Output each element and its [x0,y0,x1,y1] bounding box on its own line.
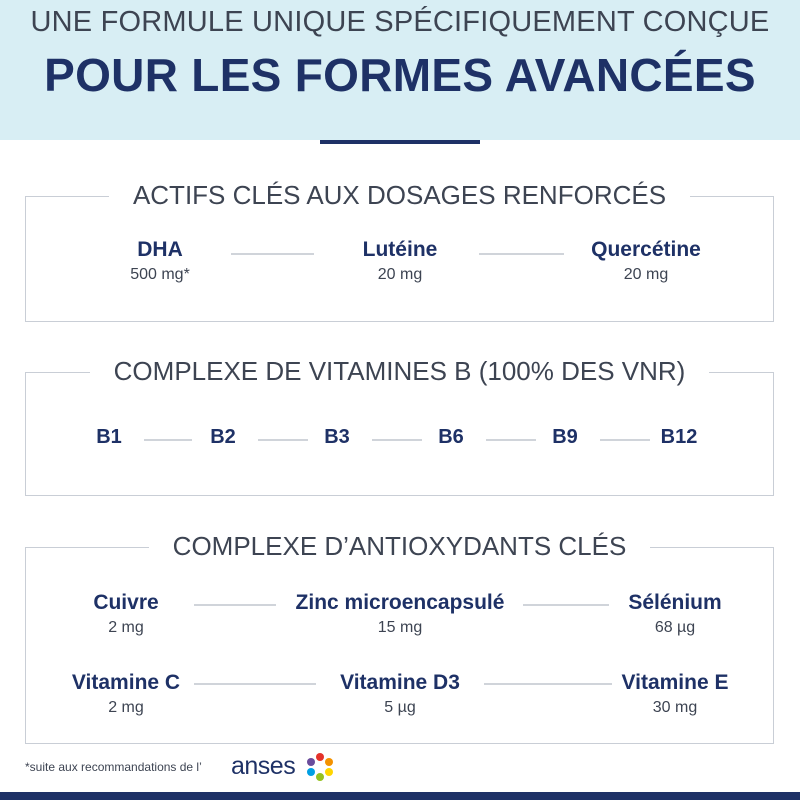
vitamin-b12: B12 [660,426,698,448]
header-divider [320,140,480,144]
header-banner [0,0,800,140]
antioxidant-item-cuivre [16,590,236,640]
vitamin-b1: B1 [96,426,122,448]
footnote-text: *suite aux recommandations de l’ [25,760,202,774]
active-name: Quercétine [591,238,701,261]
antioxidant-dose: 68 µg [654,619,696,636]
antioxidant-name: Cuivre [93,591,159,614]
vitamin-b3: B3 [324,426,350,448]
connector-line [144,439,192,441]
connector-line [372,439,422,441]
vitamin-b2: B2 [210,426,236,448]
anses-logo-text: anses [231,752,296,780]
antioxidant-dose: 2 mg [108,619,144,636]
anses-logo-icon [305,752,335,782]
active-item-quercetine [536,237,756,287]
bottom-bar [0,792,800,800]
antioxidant-name: Zinc microencapsulé [295,591,505,614]
header-title: POUR LES FORMES AVANCÉES [44,49,756,101]
antioxidant-item-zinc [280,590,520,640]
active-name: DHA [137,238,183,261]
section-antioxidants [25,531,774,744]
active-dose: 20 mg [377,266,423,283]
antioxidant-dose: 30 mg [652,699,698,716]
vitamin-b9: B9 [552,426,578,448]
section-actives [25,180,774,322]
antioxidant-dose: 2 mg [108,699,144,716]
antioxidant-name: Vitamine C [71,671,181,694]
antioxidant-name: Sélénium [628,591,722,614]
connector-line [600,439,650,441]
active-item-luteine [290,237,510,287]
antioxidant-name: Vitamine D3 [340,671,460,694]
antioxidant-item-vitamine-c [16,670,236,720]
active-dose: 500 mg* [130,266,190,283]
section-title-vitamins-b: COMPLEXE DE VITAMINES B (100% DES VNR) [90,351,710,391]
antioxidant-item-vitamine-d3 [290,670,510,720]
header-subtitle: UNE FORMULE UNIQUE SPÉCIFIQUEMENT CONÇUE [30,6,770,38]
connector-line [194,604,276,606]
antioxidant-dose: 5 µg [384,699,416,716]
section-title-actives: ACTIFS CLÉS AUX DOSAGES RENFORCÉS [109,175,690,215]
connector-line [258,439,308,441]
section-title-antioxidants: COMPLEXE D’ANTIOXYDANTS CLÉS [149,526,651,566]
antioxidant-name: Vitamine E [621,671,729,694]
connector-line [486,439,536,441]
vitamin-b6: B6 [438,426,464,448]
antioxidant-item-selenium [565,590,785,640]
active-name: Lutéine [362,238,438,261]
section-vitamins-b [25,356,774,496]
active-dose: 20 mg [623,266,669,283]
antioxidant-item-vitamine-e [565,670,785,720]
antioxidant-dose: 15 mg [377,619,423,636]
active-item-dha [50,237,270,287]
